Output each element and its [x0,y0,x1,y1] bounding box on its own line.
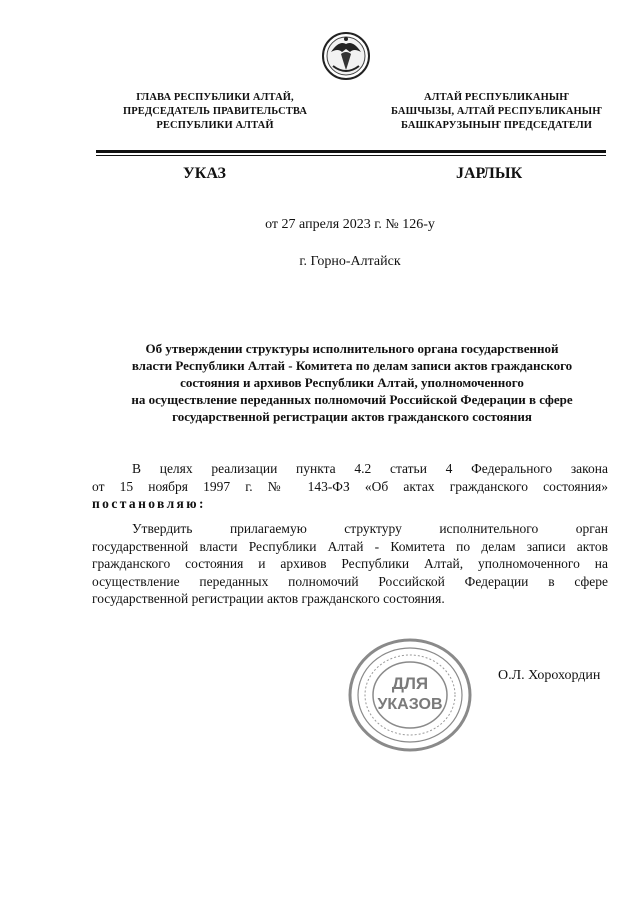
header-right-line: БАШЧЫЗЫ, АЛТАЙ РЕСПУБЛИКАНЫҤ [391,106,602,117]
doc-title [94,340,610,425]
body-line: гражданского состояния и архивов Республики Алтай, уполномоченного на [92,556,608,572]
doc-city: г. Горно-Алтайск [299,254,401,269]
doc-title-line: власти Республики Алтай - Комитета по делам записи актов гражданского [131,358,573,373]
header-right-line: БАШКАРУЗЫНЫҤ ПРЕДСЕДАТЕЛИ [400,120,593,131]
body-line: государственной власти Республики Алтай - Комитета по делам записи актов [92,538,608,554]
signatory-name: О.Л. Хорохордин [498,668,601,683]
doc-title-line: на осуществление переданных полномочий Российской Федерации в сфере [131,392,573,407]
preamble-line: В целях реализации пункта 4.2 статьи 4 Федерального закона [132,461,608,476]
preamble-paragraph [92,460,608,513]
body-line: осуществление переданных полномочий Российской Федерации в сфере [92,573,608,589]
header-left [95,91,335,133]
body-line: государственной регистрации актов гражданского состояния. [92,591,445,607]
stamp-line2: УКАЗОВ [377,696,443,713]
stamp-line1: ДЛЯ [391,674,429,693]
header-divider-thin [96,155,606,156]
header-left-line: РЕСПУБЛИКИ АЛТАЙ [156,120,274,131]
doc-type-altai: JАРЛЫК [456,165,523,182]
header-left-line: ПРЕДСЕДАТЕЛЬ ПРАВИТЕЛЬСТВА [122,106,307,117]
header-right [374,91,619,133]
doc-title-line: государственной регистрации актов гражданского состояния [172,409,532,424]
official-stamp [347,637,473,753]
doc-type-russian: УКАЗ [183,165,226,182]
header-left-line: ГЛАВА РЕСПУБЛИКИ АЛТАЙ, [136,92,294,103]
doc-title-line: Об утверждении структуры исполнительного органа государственной [145,341,559,356]
header-right-line: АЛТАЙ РЕСПУБЛИКАНЫҤ [423,92,570,103]
preamble-line: от 15 ноября 1997 г. № 143-ФЗ «Об актах гражданского состояния» [92,478,608,494]
body-paragraph [92,520,608,608]
doc-title-line: состояния и архивов Республики Алтай, уполномоченного [180,375,524,390]
decree-word: постановляю: [92,496,206,512]
doc-date-number: от 27 апреля 2023 г. № 126-у [265,217,435,232]
body-line: Утвердить прилагаемую структуру исполнительного орган [132,521,608,536]
republic-emblem-icon [321,30,371,84]
header-divider-thick [96,150,606,153]
